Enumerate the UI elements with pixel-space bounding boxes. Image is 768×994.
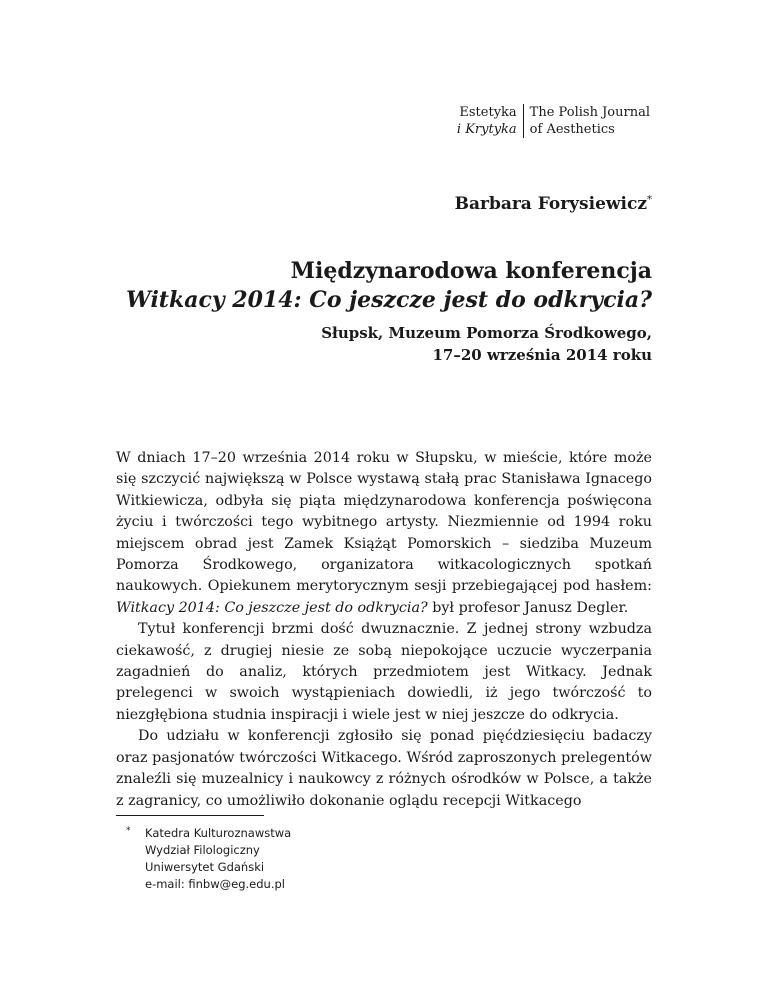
footnote-email[interactable]: e-mail: finbw@eg.edu.pl xyxy=(145,877,285,891)
article-body xyxy=(116,448,652,812)
journal-pl-line1: Estetyka xyxy=(459,105,517,120)
journal-title-polish xyxy=(457,104,524,138)
journal-title-english xyxy=(524,104,650,138)
footnote xyxy=(126,825,291,893)
journal-en-line1: The Polish Journal xyxy=(529,105,650,120)
place-line2: 17–20 września 2014 roku xyxy=(432,346,652,364)
place-line1: Słupsk, Muzeum Pomorza Środkowego, xyxy=(321,324,652,342)
event-place-date xyxy=(321,322,652,366)
footnote-divider xyxy=(116,815,264,816)
article-title xyxy=(126,257,652,315)
footnote-line2: Wydział Filologiczny xyxy=(145,843,260,857)
footnote-line3: Uniwersytet Gdański xyxy=(145,860,265,874)
paragraph-2: Tytuł konferencji brzmi dość dwuznacznie. Z jednej strony wzbudza ciekawość, z drugiej niesie ze sobą niepokojące uczucie wyczerpania zagadnień do analiz, których przedmiotem jest Witkacy. Jednak prelegenci w swoich wystąpieniach dowiedli, iż jego twórczość to niezgłębiona studnia inspiracji i wiele jest w niej jeszcze do odkrycia. xyxy=(116,621,652,723)
journal-en-line2: of Aesthetics xyxy=(529,122,615,137)
paragraph-1 xyxy=(116,448,652,619)
paragraph-3: Do udziału w konferencji zgłosiło się ponad pięćdziesięciu badaczy oraz pasjonatów twórczości Witkacego. Wśród zaproszonych prelegentów znaleźli się muzealnicy i naukowcy z różnych ośrodków w Polsce, a także z zagranicy, co umożliwiło dokonanie oglądu recepcji Witkacego xyxy=(116,728,652,809)
journal-header xyxy=(457,104,650,138)
title-line2: Witkacy 2014: Co jeszcze jest do odkrycia? xyxy=(126,287,652,313)
paragraph-1-text-a: W dniach 17–20 września 2014 roku w Słupsku, w mieście, które może się szczycić największą w Polsce wystawą stałą prac Stanisława Ignacego Witkiewicza, odbyła się piąta międzynarodowa konferencja poświęcona życiu i twórczości tego wybitnego artysty. Niezmiennie od 1994 roku miejscem obrad jest Zamek Książąt Pomorskich – siedziba Muzeum Pomorza Środkowego, organizatora witkacologicznych spotkań naukowych. Opiekunem merytorycznym sesji przebiegającej pod hasłem: xyxy=(116,450,652,595)
footnote-line1: Katedra Kulturoznawstwa xyxy=(145,826,292,840)
paragraph-1-text-b: był profesor Janusz Degler. xyxy=(427,599,629,616)
author-name xyxy=(455,194,652,214)
author-footnote-mark[interactable]: * xyxy=(647,194,652,206)
author-name-text: Barbara Forysiewicz xyxy=(454,194,647,214)
title-line1: Międzynarodowa konferencja xyxy=(290,258,652,284)
paragraph-1-italic-title: Witkacy 2014: Co jeszcze jest do odkrycia? xyxy=(116,599,428,616)
footnote-affiliation xyxy=(145,825,291,893)
footnote-mark: * xyxy=(126,826,131,836)
journal-pl-line2: i Krytyka xyxy=(456,122,517,137)
